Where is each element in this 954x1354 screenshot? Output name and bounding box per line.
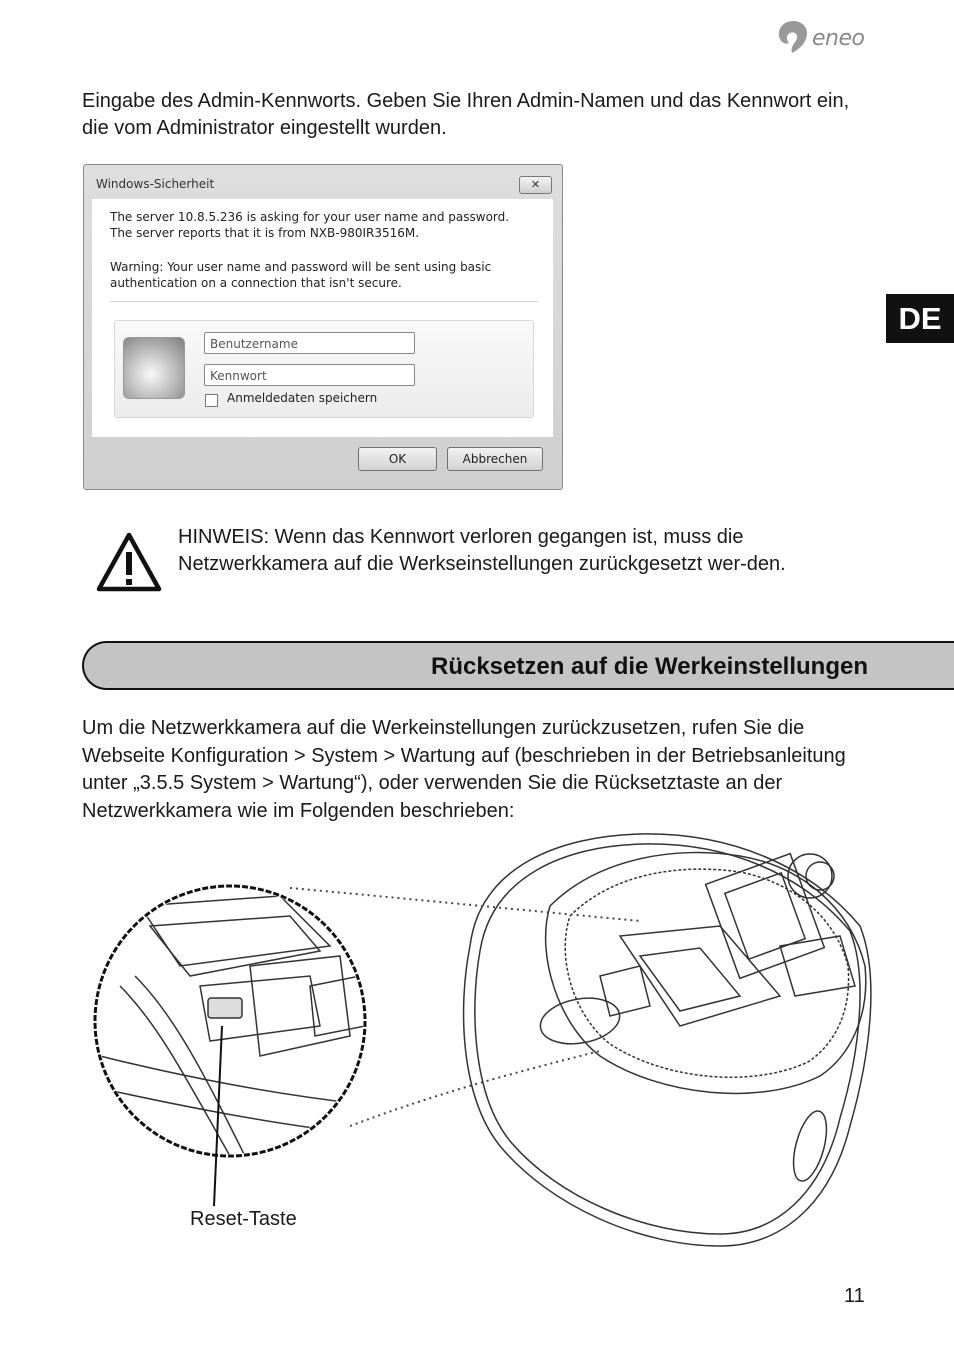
credential-panel (114, 320, 534, 418)
dialog-body (92, 199, 553, 437)
section-header (82, 641, 954, 690)
camera-reset-illustration (80, 826, 880, 1256)
note-text: HINWEIS: Wenn das Kennwort verloren gegangen ist, muss die Netzwerkkamera auf die Werkseinstellungen zurückgesetzt wer-den. (178, 526, 786, 575)
user-avatar-icon (123, 337, 185, 399)
language-tab: DE (886, 294, 954, 343)
page-number: 11 (844, 1285, 865, 1307)
cancel-button[interactable]: Abbrechen (447, 447, 543, 471)
body-paragraph: Um die Netzwerkkamera auf die Werkeinstellungen zurückzusetzen, rufen Sie die Webseite Konfiguration > System > Wartung auf (beschrieben in der Betriebsanleitung unter „3.5.5 System > Wartung“), oder verwenden Sie die Rücksetztaste an der Netzwerkkamera wie im Folgenden beschrieben: (82, 717, 846, 822)
ok-button[interactable]: OK (358, 447, 437, 471)
logo-mark-icon (776, 18, 810, 56)
close-icon: ✕ (530, 179, 541, 191)
reset-button-label: Reset-Taste (190, 1208, 297, 1230)
dialog-server-message: The server 10.8.5.236 is asking for your user name and password. The server reports that it is from NXB-980IR3516M. (110, 210, 510, 240)
brand-logo (776, 18, 886, 58)
intro-paragraph: Eingabe des Admin-Kennworts. Geben Sie Ihren Admin-Namen und das Kennwort ein, die vom Administrator eingestellt wurden. (82, 90, 850, 139)
magnified-detail (90, 866, 400, 1156)
username-field[interactable]: Benutzername (204, 332, 415, 354)
close-button[interactable] (519, 176, 552, 194)
remember-label: Anmeldedaten speichern (227, 391, 378, 405)
dialog-warning-message: Warning: Your user name and password will be sent using basic authentication on a connection that isn't secure. (110, 260, 492, 290)
remember-checkbox[interactable] (205, 394, 218, 407)
dialog-divider (110, 301, 538, 302)
section-title: Rücksetzen auf die Werkeinstellungen (430, 653, 868, 680)
warning-icon (96, 532, 162, 592)
login-dialog (83, 164, 563, 490)
camera-dome-drawing (464, 834, 871, 1246)
logo-text: eneo (812, 26, 865, 51)
password-field[interactable]: Kennwort (204, 364, 415, 386)
dialog-title: Windows-Sicherheit (96, 177, 215, 191)
